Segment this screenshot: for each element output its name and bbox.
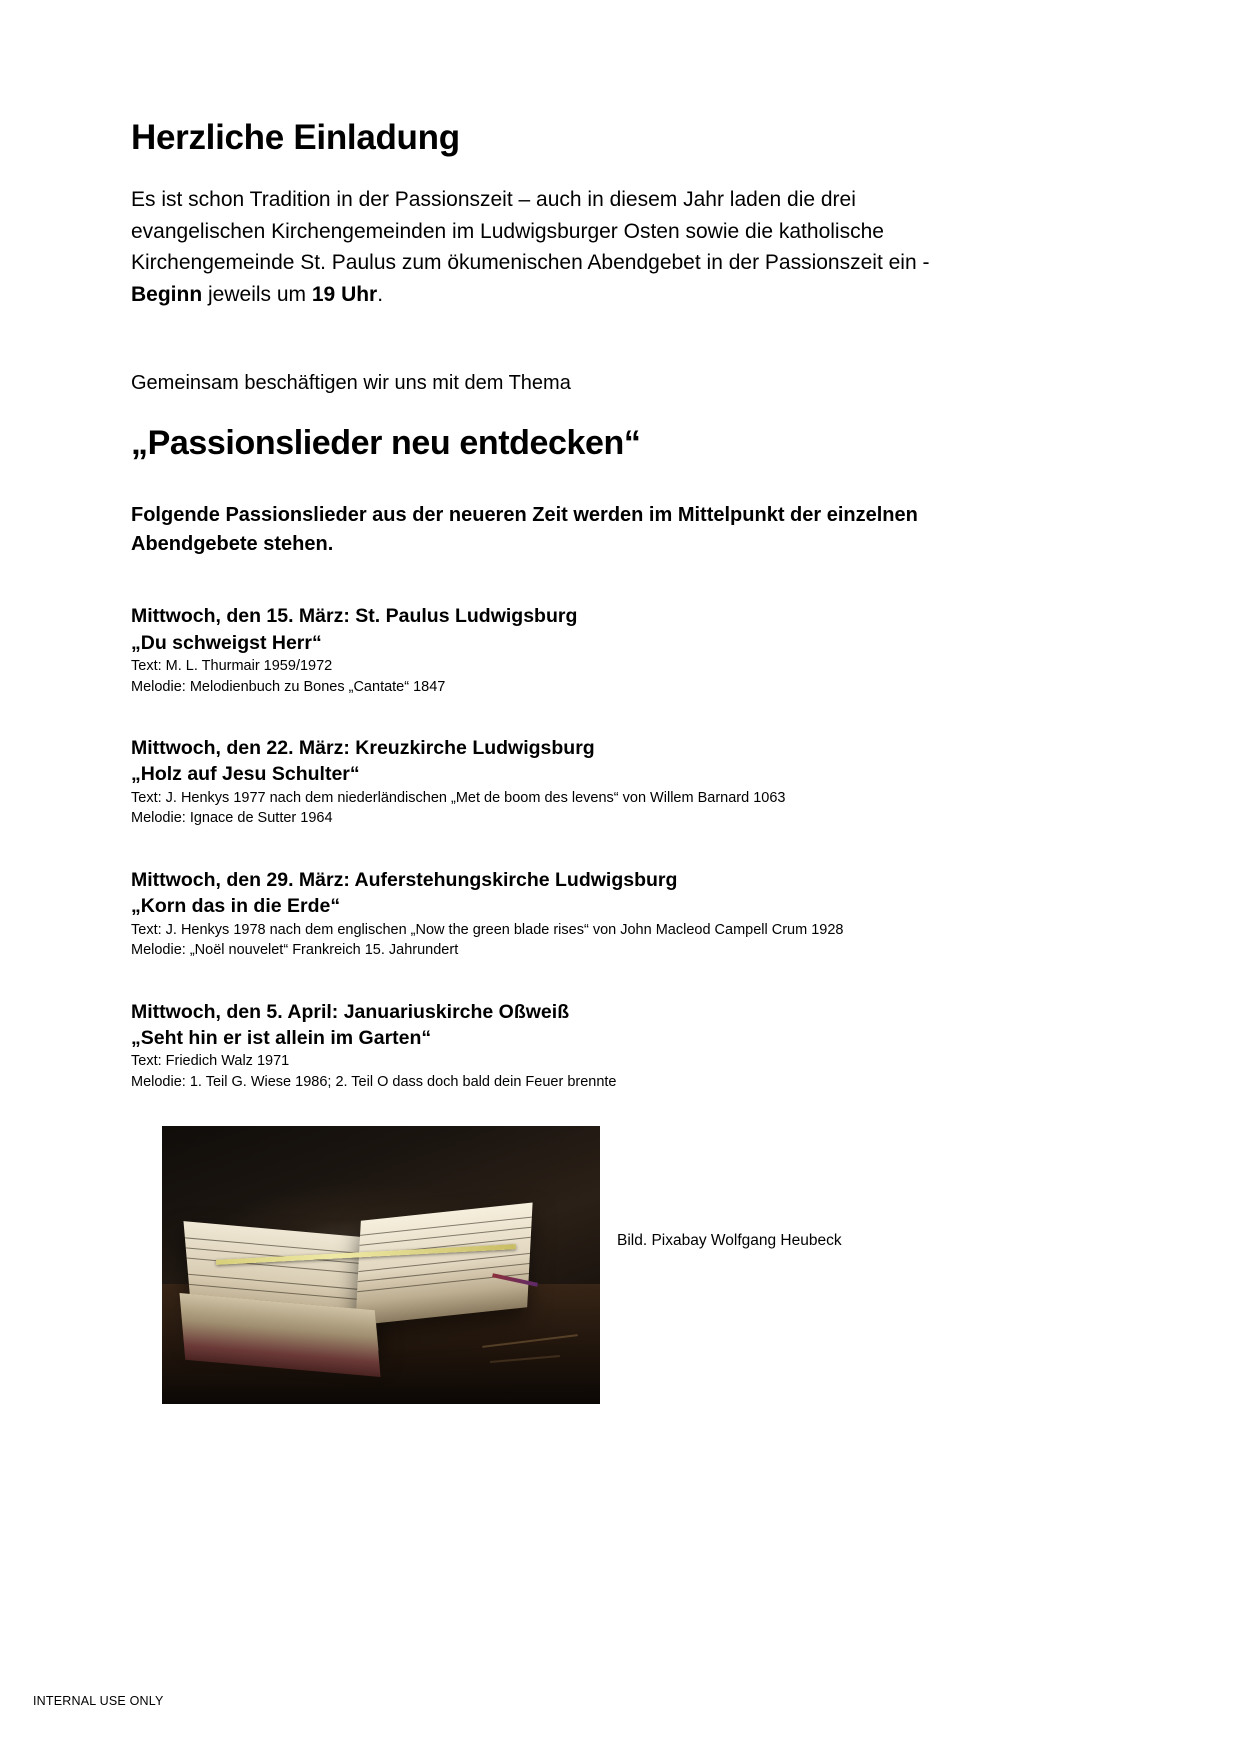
intro-bold-beginn: Beginn	[131, 282, 203, 306]
event-text-credit: Text: Friedich Walz 1971	[131, 1053, 290, 1070]
event-song-title: „Du schweigst Herr“	[131, 631, 322, 654]
event-melody-credit: Melodie: Melodienbuch zu Bones „Cantate“ 1847	[131, 678, 446, 695]
event-text-credit: Text: J. Henkys 1978 nach dem englischen „Now the green blade rises“ von John Macleod Campell Crum 1928	[131, 921, 844, 938]
figure-block	[131, 1126, 961, 1406]
music-staff-line	[360, 1217, 532, 1236]
intro-text-part-2: jeweils um	[202, 282, 312, 306]
event-date: Mittwoch, den 29. März: Auferstehungskirche Ludwigsburg	[131, 868, 678, 891]
event-melody-credit: Melodie: 1. Teil G. Wiese 1986; 2. Teil O dass doch bald dein Feuer brennte	[131, 1073, 617, 1090]
event-song-title: „Korn das in die Erde“	[131, 895, 341, 918]
event-song-title: „Seht hin er ist allein im Garten“	[131, 1027, 432, 1049]
event-item	[131, 867, 961, 961]
footer-classification: INTERNAL USE ONLY	[33, 1694, 164, 1708]
lead-paragraph: Gemeinsam beschäftigen wir uns mit dem Thema	[131, 372, 571, 395]
event-item	[131, 603, 961, 697]
events-list	[131, 603, 961, 1092]
music-staff-line	[358, 1253, 530, 1272]
figure-caption: Bild. Pixabay Wolfgang Heubeck	[617, 1232, 842, 1250]
event-song-title: „Holz auf Jesu Schulter“	[131, 763, 360, 786]
songs-intro-note: Folgende Passionslieder aus der neueren Zeit werden im Mittelpunkt der einzelnen Abendgebete stehen.	[131, 504, 918, 556]
book-right-page	[355, 1203, 532, 1326]
event-text-credit: Text: J. Henkys 1977 nach dem niederländischen „Met de boom des levens“ von Willem Barnard 1063	[131, 789, 786, 806]
page-title: Herzliche Einladung	[131, 118, 460, 157]
event-melody-credit: Melodie: „Noël nouvelet“ Frankreich 15. Jahrundert	[131, 942, 459, 959]
event-date: Mittwoch, den 22. März: Kreuzkirche Ludwigsburg	[131, 737, 595, 760]
intro-paragraph	[131, 184, 931, 310]
intro-text-part-3: .	[377, 282, 384, 306]
event-text-credit: Text: M. L. Thurmair 1959/1972	[131, 657, 333, 674]
theme-heading: „Passionslieder neu entdecken“	[131, 424, 641, 463]
event-item	[131, 999, 961, 1093]
event-item	[131, 735, 961, 829]
hymnal-book-photo	[162, 1126, 600, 1404]
event-date: Mittwoch, den 5. April: Januariuskirche Oßweiß	[131, 1000, 570, 1023]
event-date: Mittwoch, den 15. März: St. Paulus Ludwigsburg	[131, 605, 578, 628]
intro-bold-time: 19 Uhr	[311, 282, 378, 306]
document-body	[131, 118, 961, 1406]
music-staff-line	[188, 1274, 373, 1291]
event-melody-credit: Melodie: Ignace de Sutter 1964	[131, 810, 333, 827]
music-staff-line	[360, 1227, 532, 1246]
intro-text-part-1: Es ist schon Tradition in der Passionszeit – auch in diesem Jahr laden die drei evangelischen Kirchengemeinden im Ludwigsburger Osten sowie die katholische Kirchengemeinde St. Paulus zum ökumenischen Abendgebet in der Passionszeit ein -	[131, 188, 930, 275]
